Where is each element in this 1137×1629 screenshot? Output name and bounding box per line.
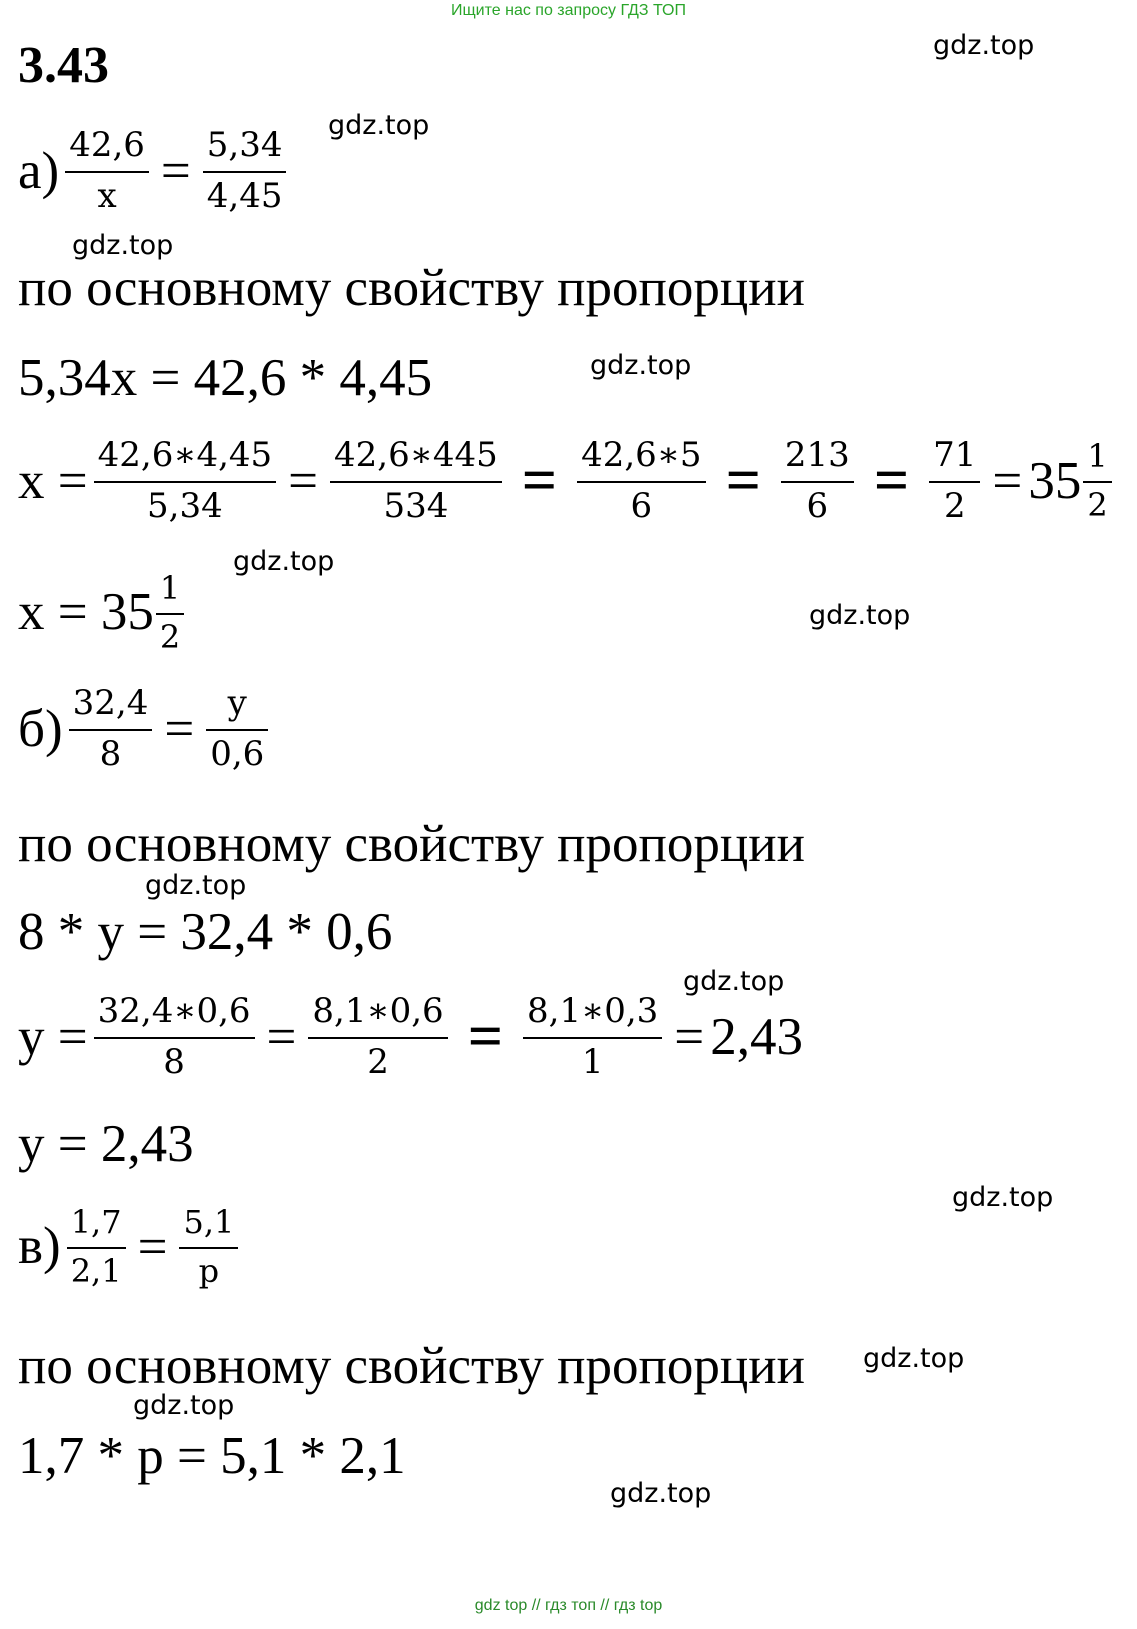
fraction-bar: [65, 171, 149, 173]
watermark: gdz.top: [145, 870, 247, 901]
result: 2,43: [710, 1007, 803, 1066]
equals-sign: =: [873, 446, 910, 515]
numerator: 1: [159, 569, 181, 607]
denominator: 5,34: [147, 486, 223, 527]
fraction: [781, 436, 854, 526]
answer-text: x = 35: [18, 583, 154, 642]
numerator: 32,4∗0,6: [97, 991, 251, 1031]
fraction-bar: [203, 171, 287, 173]
fraction: [94, 436, 277, 526]
equals-sign: =: [164, 700, 195, 759]
equals-sign: =: [266, 1008, 297, 1067]
numerator: 42,6∗4,45: [97, 435, 273, 475]
fraction-bar: [929, 481, 980, 483]
numerator: 71: [933, 435, 977, 475]
denominator: x: [97, 176, 117, 217]
lhs: y =: [18, 1007, 88, 1066]
fraction-bar: [94, 481, 277, 483]
part-b-solution: [18, 992, 803, 1082]
fraction: [523, 992, 662, 1082]
fraction: [94, 992, 255, 1082]
numerator: 1,7: [70, 1203, 122, 1241]
fraction-bar: [206, 729, 268, 731]
fraction: [206, 684, 268, 774]
fraction: [1083, 438, 1111, 524]
fraction: [203, 126, 287, 216]
denominator: 2,1: [70, 1251, 122, 1290]
denominator: 8: [99, 734, 122, 775]
part-c-label: в): [18, 1217, 61, 1276]
numerator: 8,1∗0,6: [312, 991, 444, 1031]
fraction: [67, 1204, 126, 1290]
fraction-bar: [179, 1247, 238, 1249]
numerator: 32,4: [72, 683, 149, 723]
numerator: 42,6: [69, 125, 145, 165]
fraction: [577, 436, 705, 526]
watermark: gdz.top: [610, 1478, 712, 1509]
part-a-equation: 5,34x = 42,6 * 4,45: [18, 349, 433, 407]
watermark: gdz.top: [233, 546, 335, 577]
denominator: 1: [581, 1042, 604, 1083]
denominator: 8: [163, 1042, 185, 1083]
fraction-bar: [308, 1037, 447, 1039]
watermark: gdz.top: [590, 350, 692, 381]
denominator: 534: [383, 486, 449, 527]
fraction-bar: [577, 481, 705, 483]
denominator: 0,6: [210, 734, 265, 775]
part-c-proportion: [18, 1204, 244, 1290]
fraction-bar: [94, 1037, 255, 1039]
watermark: gdz.top: [863, 1343, 965, 1374]
denominator: 2: [1087, 486, 1108, 525]
part-a-label: а): [18, 141, 60, 200]
lhs: x =: [18, 451, 88, 510]
numerator: 213: [784, 435, 850, 475]
whole-part: 35: [1028, 451, 1082, 510]
rule-text: по основному свойству пропорции: [18, 259, 806, 317]
watermark: gdz.top: [72, 230, 174, 261]
denominator: 2: [159, 617, 181, 656]
part-b-answer: y = 2,43: [18, 1115, 194, 1173]
watermark: gdz.top: [809, 600, 911, 631]
numerator: 1: [1087, 437, 1108, 476]
equals-sign: =: [288, 452, 319, 511]
denominator: 6: [806, 486, 829, 527]
equals-sign: =: [467, 1002, 504, 1071]
part-b-label: б): [18, 699, 63, 758]
fraction: [65, 126, 149, 216]
part-a-solution: [18, 436, 1112, 526]
equals-sign: =: [137, 1217, 168, 1276]
watermark: gdz.top: [933, 30, 1035, 61]
equals-sign: =: [674, 1008, 705, 1067]
fraction-bar: [523, 1037, 662, 1039]
denominator: p: [198, 1251, 220, 1290]
part-a-proportion: [18, 126, 292, 216]
fraction-bar: [69, 729, 153, 731]
part-c-equation: 1,7 * p = 5,1 * 2,1: [18, 1427, 406, 1485]
mixed-number: [1028, 438, 1111, 524]
fraction: [308, 992, 447, 1082]
fraction: [179, 1204, 238, 1290]
denominator: 4,45: [206, 176, 283, 217]
fraction: [69, 684, 153, 774]
part-b-proportion: [18, 684, 274, 774]
fraction-bar: [781, 481, 854, 483]
denominator: 2: [367, 1042, 389, 1083]
part-a-answer: [18, 570, 190, 656]
rule-text: по основному свойству пропорции: [18, 815, 806, 873]
numerator: 42,6∗5: [581, 435, 702, 475]
watermark: gdz.top: [952, 1182, 1054, 1213]
denominator: 6: [630, 486, 653, 527]
watermark: gdz.top: [133, 1390, 235, 1421]
numerator: 5,34: [206, 125, 283, 165]
problem-number: 3.43: [18, 37, 109, 94]
numerator: 8,1∗0,3: [527, 991, 659, 1031]
numerator: 5,1: [183, 1203, 235, 1241]
fraction-bar: [67, 1247, 126, 1249]
numerator: 42,6∗445: [334, 435, 498, 475]
watermark: gdz.top: [328, 110, 430, 141]
fraction-bar: [156, 613, 184, 615]
rule-text: по основному свойству пропорции: [18, 1337, 806, 1395]
fraction-bar: [1083, 481, 1111, 483]
top-banner: Ищите нас по запросу ГДЗ ТОП: [451, 2, 686, 19]
equals-sign: =: [521, 446, 558, 515]
watermark: gdz.top: [683, 966, 785, 997]
fraction: [929, 436, 980, 526]
part-b-equation: 8 * y = 32,4 * 0,6: [18, 903, 393, 961]
denominator: 2: [943, 486, 966, 527]
equals-sign: =: [992, 452, 1023, 511]
equals-sign: =: [725, 446, 761, 515]
fraction: [330, 436, 502, 526]
footer-links: gdz top // гдз топ // гдз top: [474, 1597, 663, 1614]
fraction-bar: [330, 481, 502, 483]
equals-sign: =: [160, 142, 191, 201]
numerator: y: [227, 683, 247, 723]
fraction: [156, 570, 184, 656]
